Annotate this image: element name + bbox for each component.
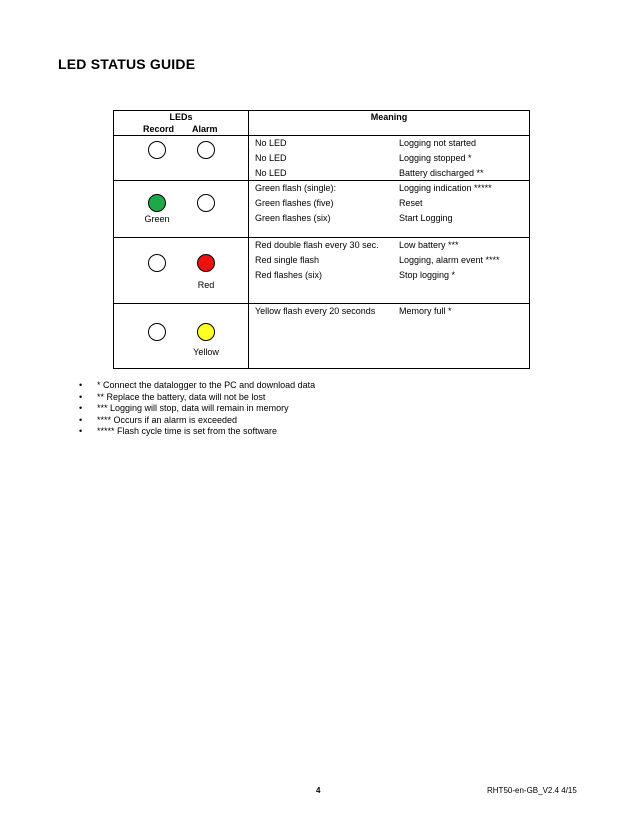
meaning-text: Logging, alarm event **** xyxy=(399,255,500,265)
meaning-text: Logging stopped * xyxy=(399,153,472,163)
alarm-led-icon xyxy=(197,254,215,272)
condition-text: No LED xyxy=(255,153,287,163)
table-header xyxy=(114,111,529,136)
list-item xyxy=(79,380,315,392)
meaning-text: Reset xyxy=(399,198,423,208)
footnote-text: * Connect the datalogger to the PC and download data xyxy=(97,380,316,390)
condition-text: Green flashes (six) xyxy=(255,213,331,223)
record-led-icon xyxy=(148,254,166,272)
alarm-led-caption: Yellow xyxy=(193,347,219,357)
footnote-text: *** Logging will stop, data will remain in memory xyxy=(97,403,289,414)
header-record: Record xyxy=(143,124,175,134)
condition-text: Yellow flash every 20 seconds xyxy=(255,306,376,316)
bullet-icon: • xyxy=(79,414,83,425)
condition-text: Green flash (single): xyxy=(255,183,337,193)
list-item xyxy=(79,403,315,415)
meaning-text: Logging not started xyxy=(399,138,477,148)
alarm-led-icon xyxy=(197,323,215,341)
table-row xyxy=(114,304,529,368)
record-led-caption: Green xyxy=(144,214,170,224)
bullet-icon: • xyxy=(79,426,83,437)
meaning-text: Logging indication ***** xyxy=(399,183,492,193)
condition-text: No LED xyxy=(255,138,287,148)
meaning-text: Low battery *** xyxy=(399,240,459,250)
list-item xyxy=(79,392,315,404)
footnotes-list xyxy=(79,380,315,438)
meaning-text: Battery discharged ** xyxy=(399,168,484,178)
condition-text: Red double flash every 30 sec. xyxy=(255,240,379,250)
page-title: LED STATUS GUIDE xyxy=(58,56,196,72)
record-led-icon xyxy=(148,194,166,212)
record-led-icon xyxy=(148,323,166,341)
bullet-icon: • xyxy=(79,391,83,402)
header-leds: LEDs xyxy=(169,112,193,122)
bullet-icon: • xyxy=(79,380,83,390)
condition-text: Red flashes (six) xyxy=(255,270,323,280)
table-row xyxy=(114,135,529,181)
table-row xyxy=(114,181,529,238)
alarm-led-icon xyxy=(197,194,215,212)
list-item xyxy=(79,426,315,438)
meaning-text: Memory full * xyxy=(399,306,452,316)
meaning-text: Stop logging * xyxy=(399,270,456,280)
footnote-text: ** Replace the battery, data will not be lost xyxy=(97,391,266,402)
page-number: 4 xyxy=(316,786,321,795)
record-led-icon xyxy=(148,141,166,159)
bullet-icon: • xyxy=(79,403,83,414)
column-divider xyxy=(248,111,249,368)
footnote-text: ***** Flash cycle time is set from the software xyxy=(97,426,278,437)
table-row xyxy=(114,238,529,304)
document-reference: RHT50-en-GB_V2.4 4/15 xyxy=(487,786,577,795)
led-status-table xyxy=(113,110,530,369)
condition-text: Green flashes (five) xyxy=(255,198,334,208)
condition-text: No LED xyxy=(255,168,287,178)
header-meaning: Meaning xyxy=(370,112,408,122)
footnote-text: **** Occurs if an alarm is exceeded xyxy=(97,414,238,425)
meaning-text: Start Logging xyxy=(399,213,453,223)
alarm-led-caption: Red xyxy=(197,280,215,290)
list-item xyxy=(79,415,315,427)
alarm-led-icon xyxy=(197,141,215,159)
header-alarm: Alarm xyxy=(192,124,218,134)
condition-text: Red single flash xyxy=(255,255,320,265)
